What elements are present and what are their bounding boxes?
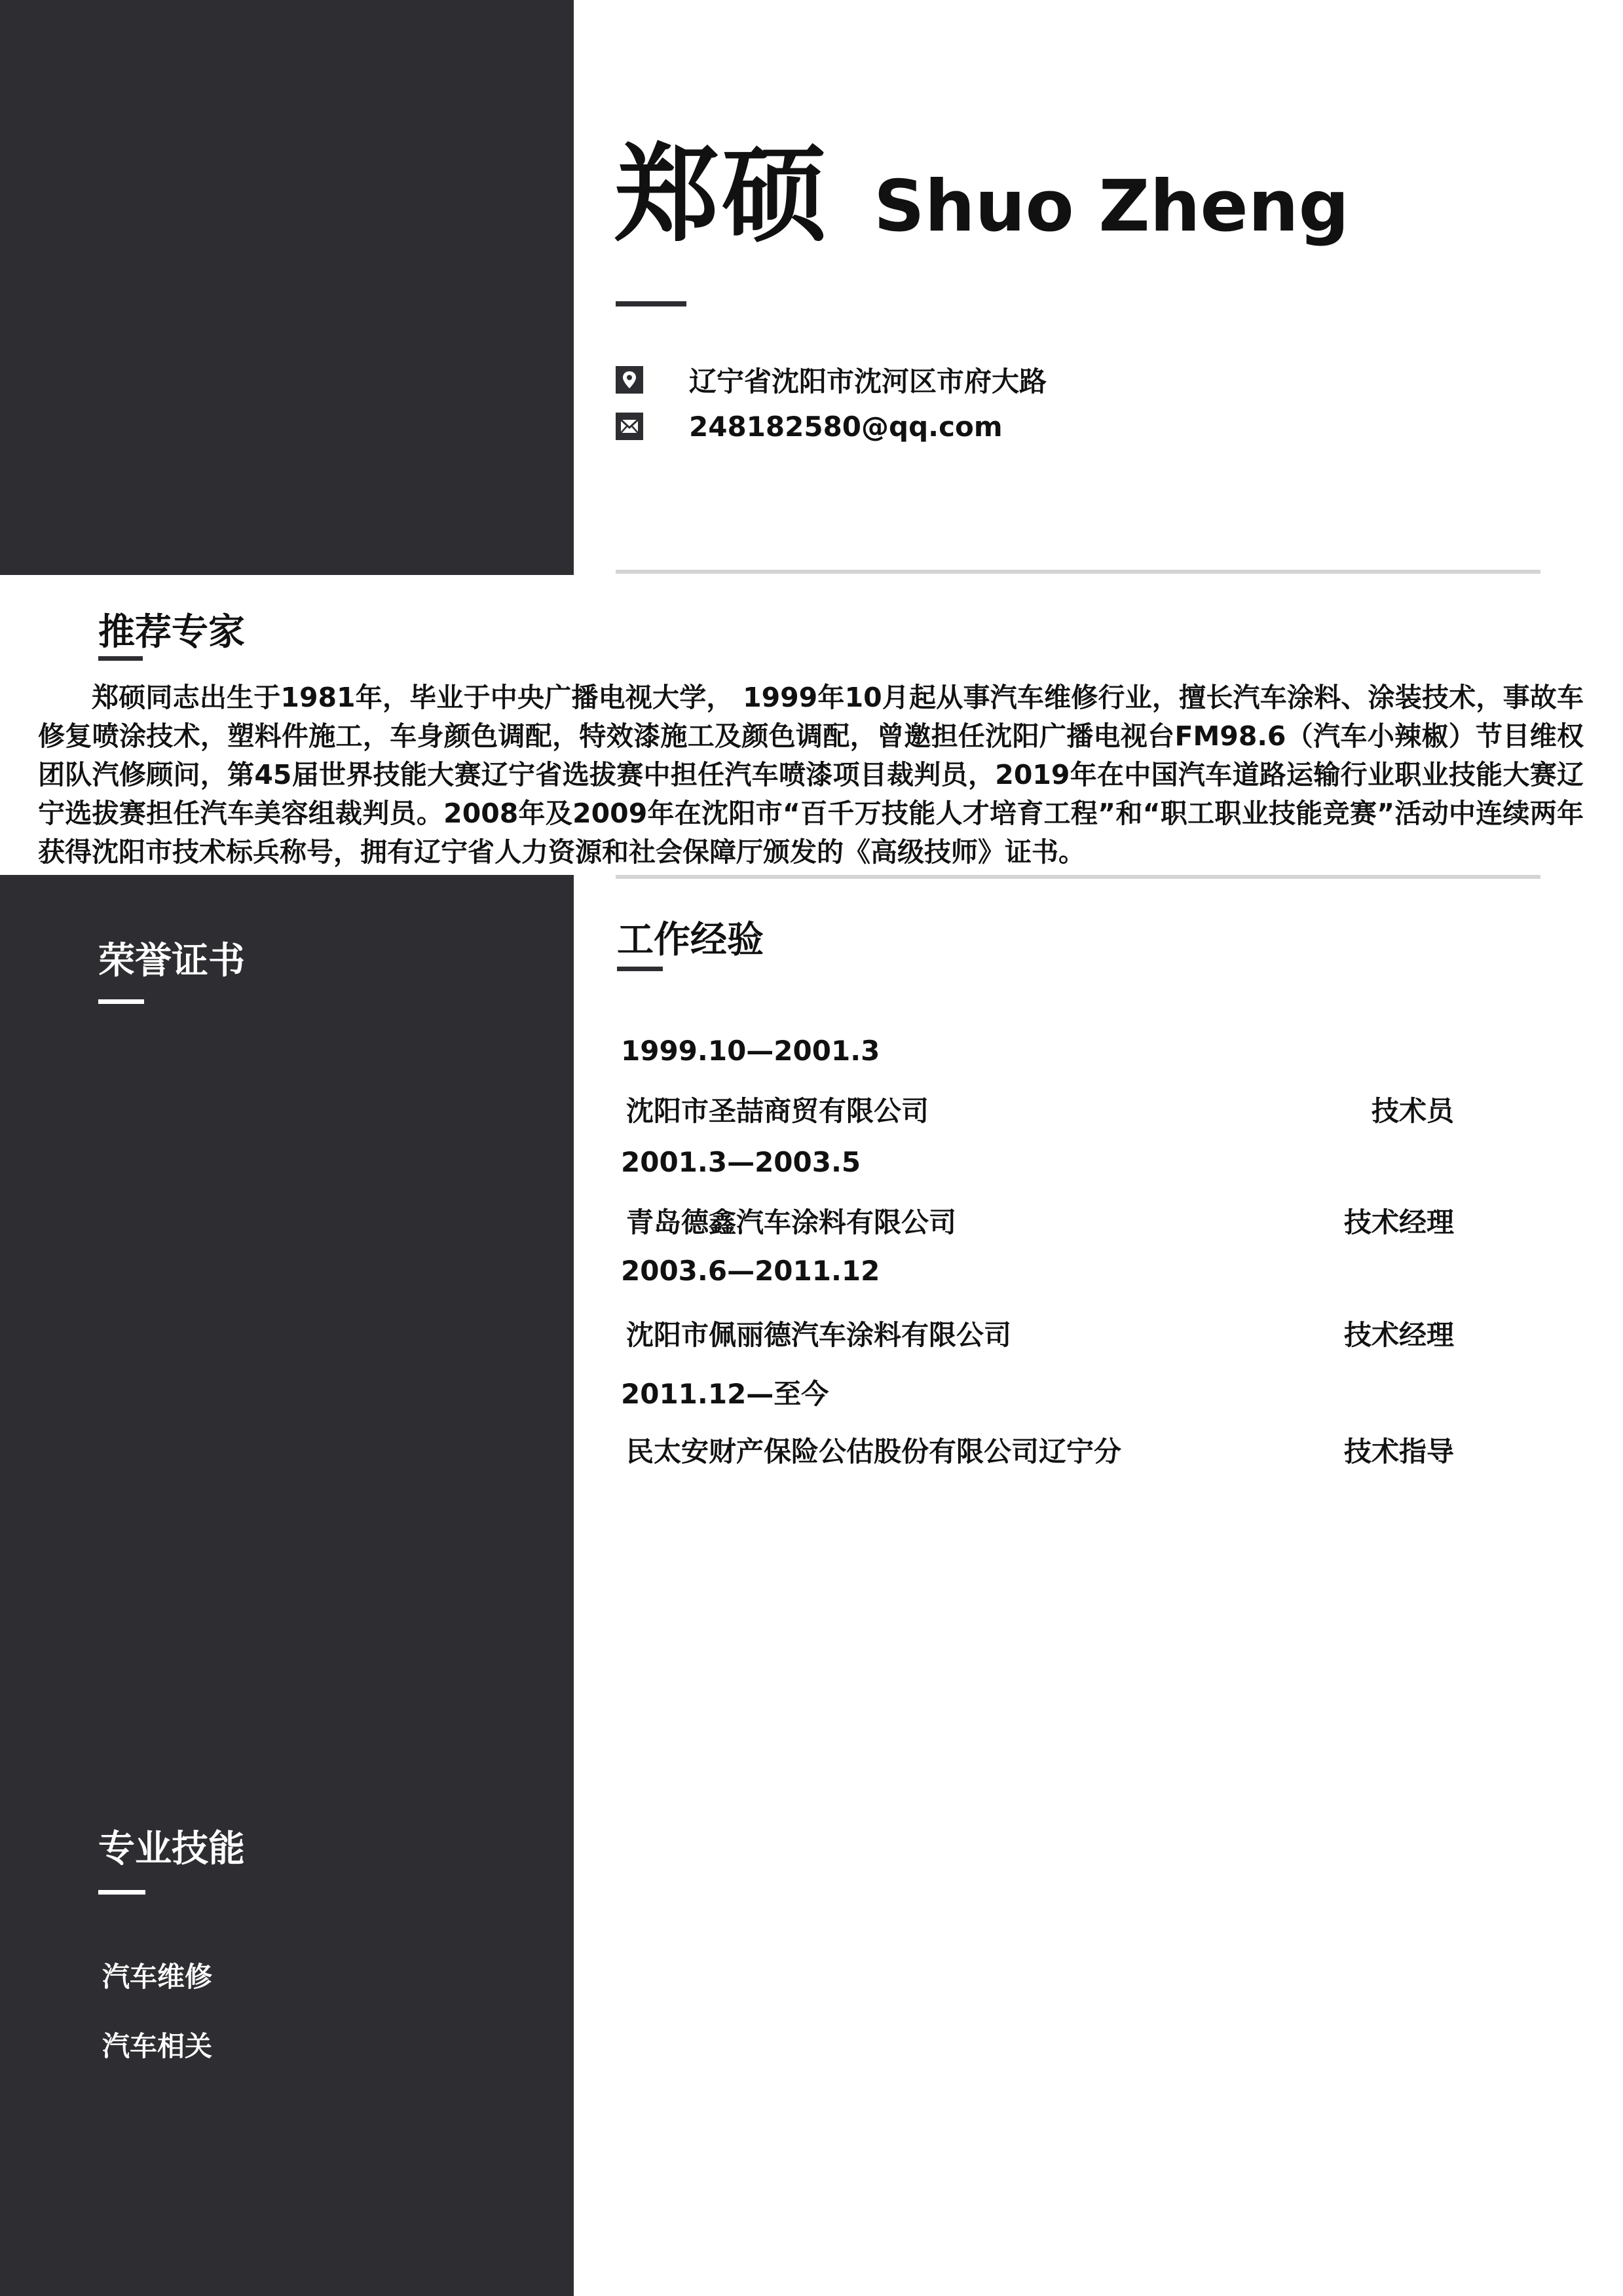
honors-title-bar bbox=[98, 999, 144, 1004]
job-company: 沈阳市圣喆商贸有限公司 bbox=[626, 1095, 929, 1127]
contact-email[interactable]: 248182580@qq.com bbox=[689, 410, 1003, 443]
location-pin-icon bbox=[616, 366, 643, 394]
job-role: 技术员 bbox=[1371, 1095, 1454, 1127]
bio-divider bbox=[616, 875, 1540, 879]
experience-title-bar bbox=[617, 967, 663, 971]
contact-email-row bbox=[616, 409, 1003, 444]
sidebar-bottom-panel bbox=[0, 875, 574, 2296]
sidebar-top-panel bbox=[0, 0, 574, 575]
skill-item: 汽车相关 bbox=[102, 2030, 213, 2062]
honors-title: 荣誉证书 bbox=[98, 940, 245, 982]
job-period: 1999.10—2001.3 bbox=[621, 1035, 880, 1067]
job-role: 技术经理 bbox=[1343, 1319, 1454, 1351]
contact-address-row bbox=[616, 362, 1047, 398]
job-row bbox=[626, 1314, 1454, 1353]
contact-address: 辽宁省沈阳市沈河区市府大路 bbox=[689, 365, 1047, 398]
header-divider bbox=[616, 570, 1540, 574]
name-chinese: 郑硕 bbox=[614, 134, 830, 256]
name-english: Shuo Zheng bbox=[874, 166, 1349, 248]
experience-title: 工作经验 bbox=[617, 919, 764, 961]
skills-title-bar bbox=[98, 1890, 145, 1895]
job-role: 技术经理 bbox=[1343, 1206, 1454, 1238]
recommendation-title-bar bbox=[98, 656, 143, 661]
job-role: 技术指导 bbox=[1343, 1435, 1454, 1468]
skill-item: 汽车维修 bbox=[102, 1961, 213, 1993]
job-company: 沈阳市佩丽德汽车涂料有限公司 bbox=[626, 1319, 1012, 1351]
job-period: 2001.3—2003.5 bbox=[621, 1146, 861, 1178]
job-period: 2003.6—2011.12 bbox=[621, 1255, 880, 1287]
job-row bbox=[626, 1201, 1454, 1240]
job-company: 民太安财产保险公估股份有限公司辽宁分 bbox=[626, 1435, 1122, 1468]
recommendation-title: 推荐专家 bbox=[98, 611, 245, 654]
skills-title: 专业技能 bbox=[98, 1828, 245, 1870]
job-company: 青岛德鑫汽车涂料有限公司 bbox=[626, 1206, 957, 1238]
job-row bbox=[626, 1430, 1454, 1470]
job-row bbox=[626, 1090, 1454, 1129]
name-underline bbox=[616, 301, 686, 306]
job-period: 2011.12—至今 bbox=[621, 1378, 829, 1410]
recommendation-body: 郑硕同志出生于1981年，毕业于中央广播电视大学， 1999年10月起从事汽车维修行业，擅长汽车涂料、涂装技术，事故车修复喷涂技术，塑料件施工，车身颜色调配，特效漆施工及颜色调配，曾邀担任沈阳广播电视台FM98.6（汽车小辣椒）节目维权团队汽修顾问，第45届世界技能大赛辽宁省选拔赛中担任汽车喷漆项目裁判员，2019年在中国汽车道路运输行业职业技能大赛辽宁选拔赛担任汽车美容组裁判员。2008年及2009年在沈阳市“百千万技能人才培育工程”和“职工职业技能竞赛”活动中连续两年获得沈阳市技术标兵称号，拥有辽宁省人力资源和社会保障厅颁发的《高级技师》证书。 bbox=[38, 682, 1584, 868]
envelope-icon bbox=[616, 413, 643, 440]
